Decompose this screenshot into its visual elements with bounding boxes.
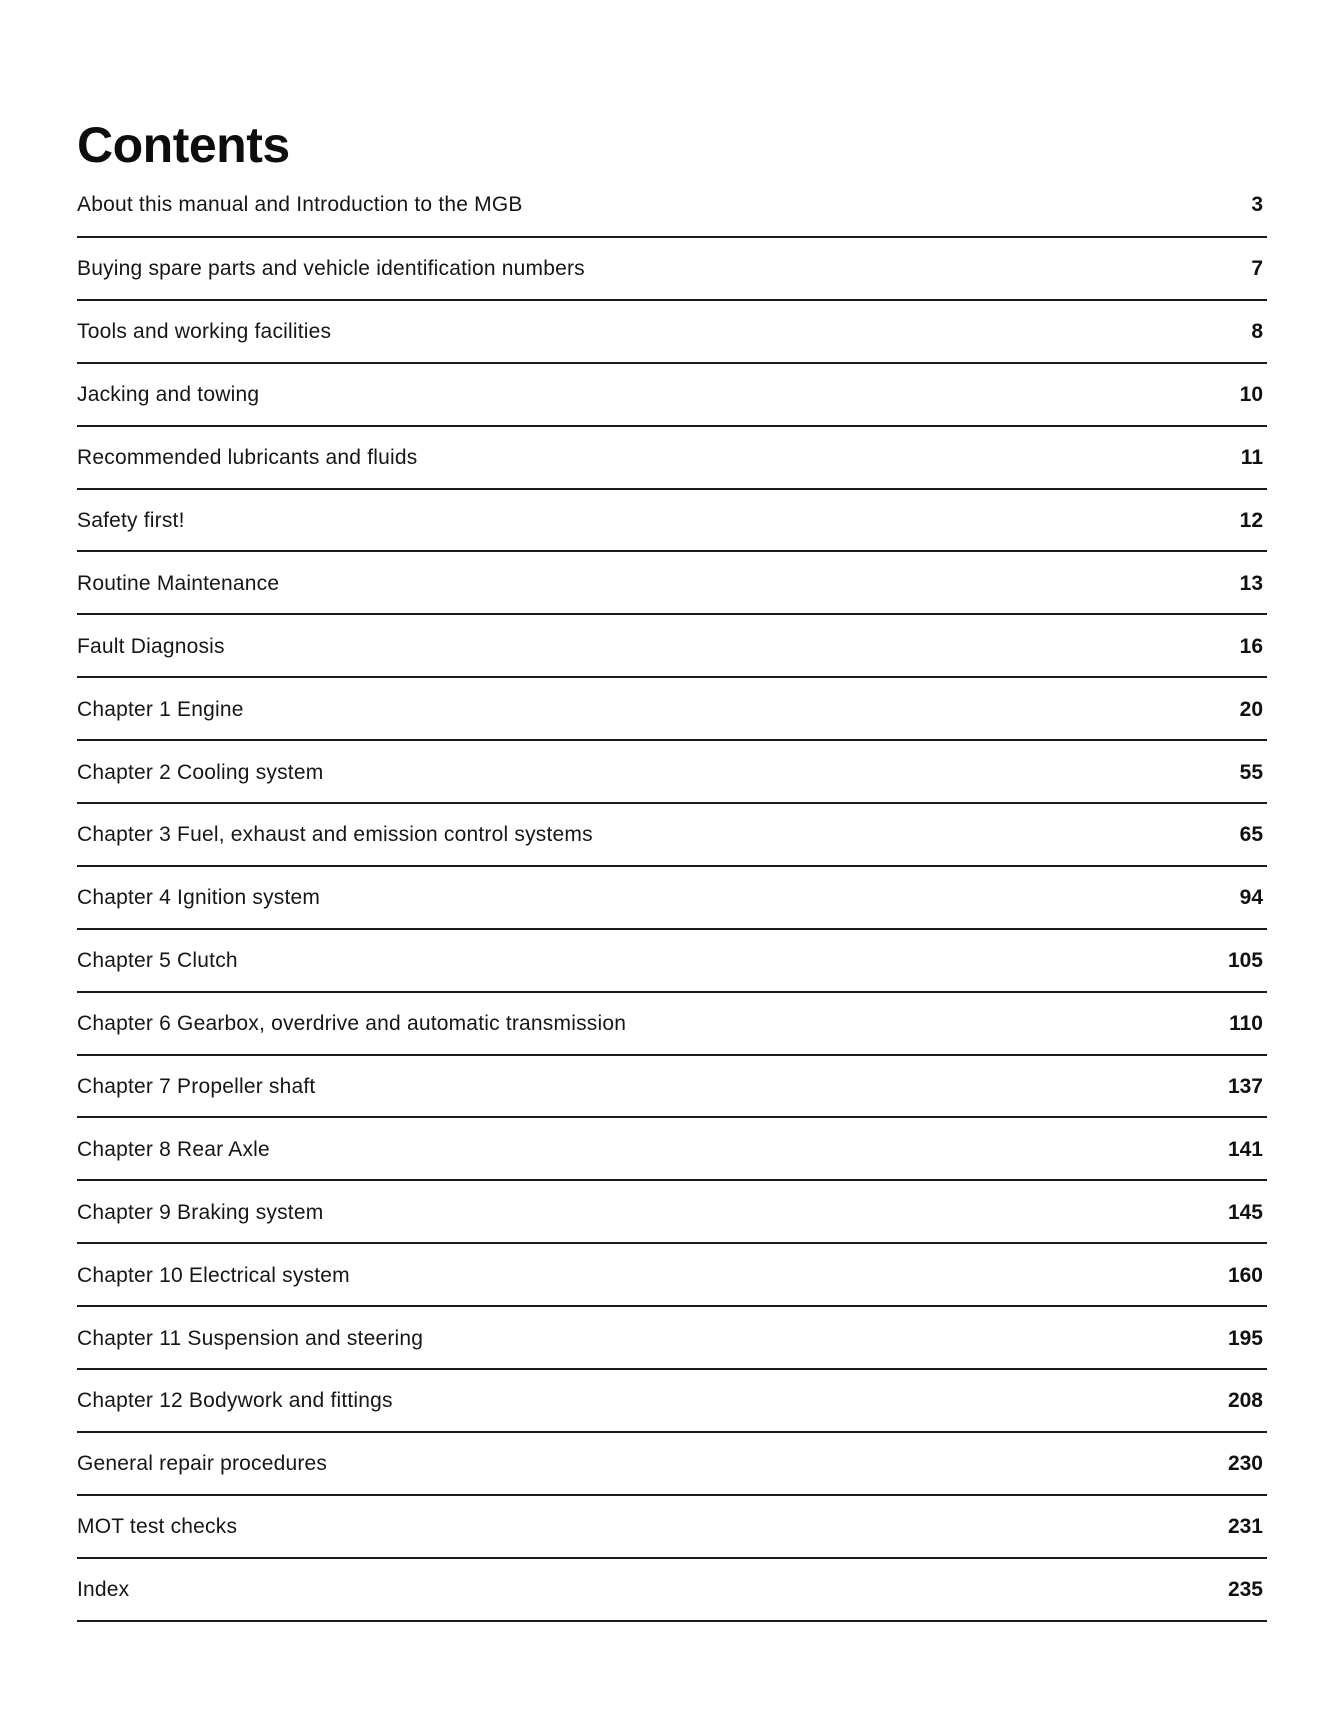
- toc-entry: [77, 615, 1267, 678]
- toc-entry-page-number: 8: [1251, 320, 1263, 344]
- toc-entry-page-number: 65: [1239, 823, 1263, 847]
- toc-entry-page-number: 105: [1227, 949, 1263, 973]
- toc-entry-page-number: 7: [1251, 257, 1263, 281]
- toc-entry-page-number: 12: [1239, 509, 1263, 532]
- toc-entry: [77, 364, 1267, 427]
- toc-entry: [77, 741, 1267, 804]
- toc-entry-page-number: 110: [1229, 1012, 1263, 1036]
- toc-entry-page-number: 231: [1227, 1515, 1263, 1539]
- toc-entry-title: Chapter 7 Propeller shaft: [77, 1075, 316, 1099]
- toc-entry: [77, 1244, 1267, 1307]
- toc-entry-title: Chapter 8 Rear Axle: [77, 1137, 270, 1161]
- toc-entry-title: About this manual and Introduction to the MGB: [77, 193, 523, 216]
- toc-entry-title: Buying spare parts and vehicle identification numbers: [77, 257, 585, 281]
- toc-entry: [77, 1056, 1267, 1119]
- toc-entry: [77, 180, 1267, 238]
- toc-entry-page-number: 141: [1227, 1137, 1263, 1161]
- toc-entry-title: Chapter 11 Suspension and steering: [77, 1326, 424, 1350]
- toc-entry-title: Chapter 12 Bodywork and fittings: [77, 1389, 393, 1413]
- toc-entry-page-number: 94: [1239, 886, 1263, 910]
- toc-entry-page-number: 145: [1227, 1200, 1263, 1224]
- toc-entry: [77, 427, 1267, 490]
- page-title: Contents: [77, 117, 290, 173]
- toc-entry-page-number: 11: [1240, 446, 1263, 470]
- toc-entry: [77, 993, 1267, 1056]
- toc-entry-title: Recommended lubricants and fluids: [77, 446, 418, 470]
- toc-entry-page-number: 208: [1227, 1389, 1263, 1413]
- toc-entry-title: Jacking and towing: [77, 383, 260, 407]
- toc-entry-title: MOT test checks: [77, 1515, 238, 1539]
- toc-entry-page-number: 55: [1239, 760, 1263, 784]
- toc-entry-page-number: 137: [1227, 1075, 1263, 1099]
- toc-entry-title: Tools and working facilities: [77, 320, 332, 344]
- toc-entry: [77, 1559, 1267, 1622]
- toc-entry-title: Routine Maintenance: [77, 571, 280, 595]
- toc-entry: [77, 490, 1267, 553]
- toc-entry: [77, 552, 1267, 615]
- toc-entry-title: Chapter 10 Electrical system: [77, 1263, 350, 1287]
- toc-entry-title: Index: [77, 1578, 130, 1602]
- toc-entry-page-number: 16: [1239, 634, 1263, 658]
- toc-entry: [77, 678, 1267, 741]
- toc-entry-title: Chapter 1 Engine: [77, 697, 244, 721]
- toc-entry-title: Safety first!: [77, 509, 185, 532]
- contents-page: [77, 110, 1267, 1622]
- toc-entry: [77, 1433, 1267, 1496]
- toc-entry-page-number: 235: [1227, 1578, 1263, 1602]
- toc-entry-title: Chapter 4 Ignition system: [77, 886, 321, 910]
- toc-entry-title: Chapter 6 Gearbox, overdrive and automatic transmission: [77, 1012, 627, 1036]
- toc-entry-page-number: 13: [1239, 571, 1263, 595]
- toc-entry: [77, 804, 1267, 867]
- toc-entry-title: Fault Diagnosis: [77, 634, 225, 658]
- table-of-contents: [77, 180, 1267, 1622]
- toc-entry: [77, 301, 1267, 364]
- toc-entry: [77, 930, 1267, 993]
- toc-entry: [77, 867, 1267, 930]
- toc-entry-title: Chapter 2 Cooling system: [77, 760, 324, 784]
- toc-entry-page-number: 230: [1227, 1452, 1263, 1476]
- toc-entry-title: Chapter 5 Clutch: [77, 949, 238, 973]
- toc-entry-title: General repair procedures: [77, 1452, 328, 1476]
- toc-entry-page-number: 10: [1239, 383, 1263, 407]
- toc-entry: [77, 1496, 1267, 1559]
- toc-entry-page-number: 160: [1227, 1263, 1263, 1287]
- toc-entry-page-number: 195: [1227, 1326, 1263, 1350]
- toc-entry: [77, 1307, 1267, 1370]
- toc-entry: [77, 1370, 1267, 1433]
- toc-entry: [77, 1118, 1267, 1181]
- toc-entry: [77, 238, 1267, 301]
- toc-entry-title: Chapter 9 Braking system: [77, 1200, 324, 1224]
- toc-entry: [77, 1181, 1267, 1244]
- toc-entry-page-number: 20: [1239, 697, 1263, 721]
- toc-entry-page-number: 3: [1251, 193, 1263, 216]
- toc-entry-title: Chapter 3 Fuel, exhaust and emission control systems: [77, 823, 593, 847]
